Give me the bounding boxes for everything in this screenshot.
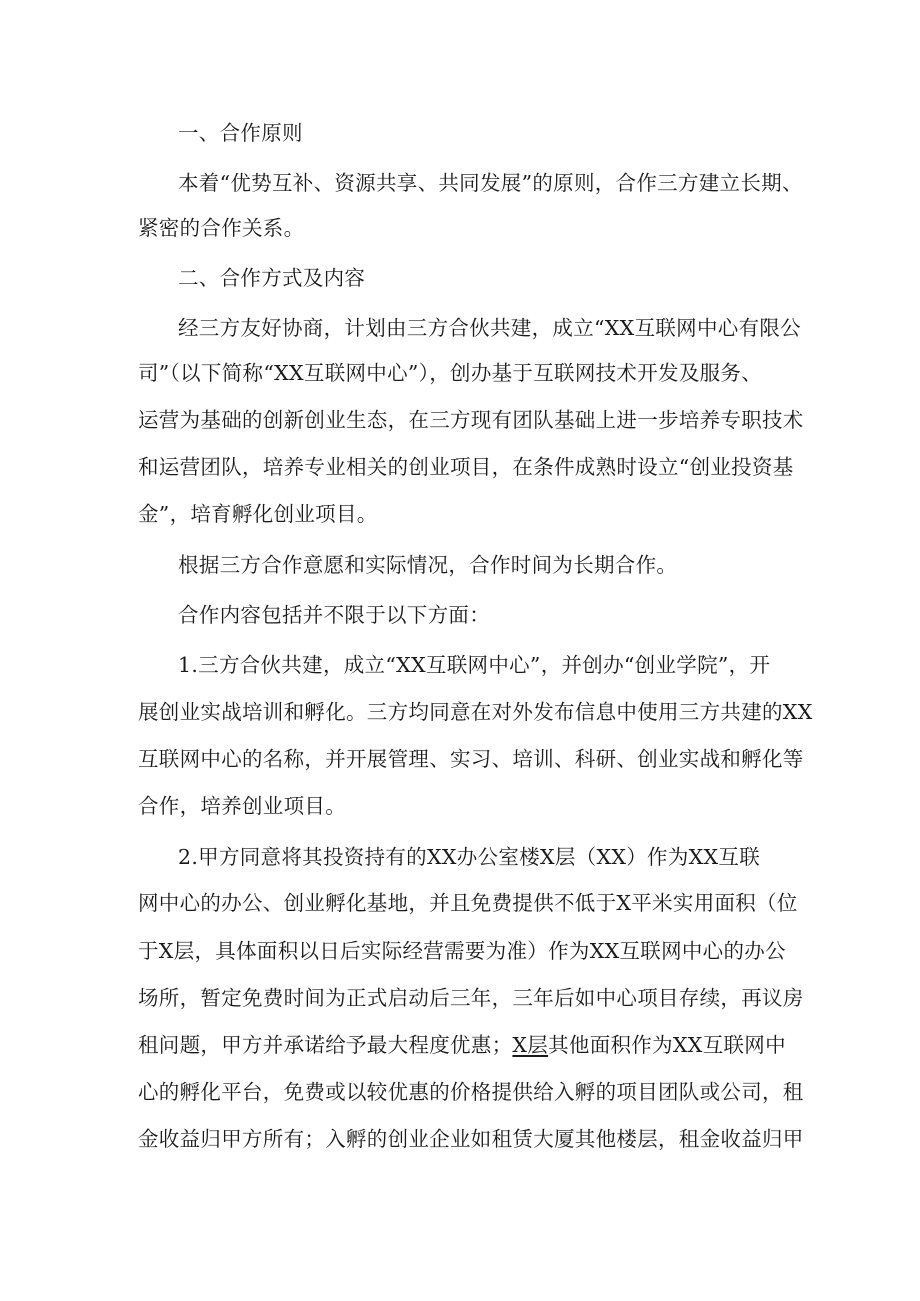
list-item-1-line: 展创业实战培训和孵化。三方均同意在对外发布信息中使用三方共建的XX [138,700,813,724]
list-item-2-line: 场所，暂定免费时间为正式启动后三年，三年后如中心项目存续，再议房 [138,986,804,1010]
paragraph-line: 和运营团队，培养专业相关的创业项目，在条件成熟时设立“创业投资基 [138,455,794,479]
list-item-2-line: 于X层，具体面积以日后实际经营需要为准）作为XX互联网中心的办公 [138,939,786,963]
paragraph-line: 经三方友好协商，计划由三方合伙共建，成立“XX互联网中心有限公 [178,316,801,340]
list-item-1-line: 1.三方合伙共建，成立“XX互联网中心”，并创办“创业学院”，开 [178,653,771,677]
section-heading-method: 二、合作方式及内容 [178,266,366,290]
list-item-1-line: 互联网中心的名称，并开展管理、实习、培训、科研、创业实战和孵化等 [138,747,804,771]
paragraph-line: 金”，培育孵化创业项目。 [138,502,378,526]
text-segment: 租问题，甲方并承诺给予最大程度优惠； [138,1033,513,1057]
list-item-1-line: 合作，培养创业项目。 [138,794,346,818]
text-segment: 其他面积作为XX互联网中 [548,1033,786,1057]
list-item-2-line: 金收益归甲方所有；入孵的创业企业如租赁大厦其他楼层，租金收益归甲 [138,1127,804,1151]
underlined-text: X层 [512,1033,549,1057]
list-item-2-line: 2.甲方同意将其投资持有的XX办公室楼X层（XX）作为XX互联 [178,845,761,869]
section-heading-principles: 一、合作原则 [178,121,303,145]
paragraph-line: 本着“优势互补、资源共享、共同发展”的原则，合作三方建立长期、 [178,171,803,195]
paragraph-line: 运营为基础的创新创业生态，在三方现有团队基础上进一步培养专职技术 [138,408,804,432]
list-item-2-line: 网中心的办公、创业孵化基地，并且免费提供不低于X平米实用面积（位 [138,891,798,915]
list-item-2-line: 心的孵化平台，免费或以较优惠的价格提供给入孵的项目团队或公司，租 [138,1080,804,1104]
paragraph-line: 合作内容包括并不限于以下方面： [178,603,490,627]
paragraph-line: 司”（以下简称“XX互联网中心”），创办基于互联网技术开发及服务、 [138,361,763,385]
paragraph-line: 紧密的合作关系。 [138,216,305,240]
paragraph-line: 根据三方合作意愿和实际情况，合作时间为长期合作。 [178,553,678,577]
list-item-2-line [138,1031,786,1059]
